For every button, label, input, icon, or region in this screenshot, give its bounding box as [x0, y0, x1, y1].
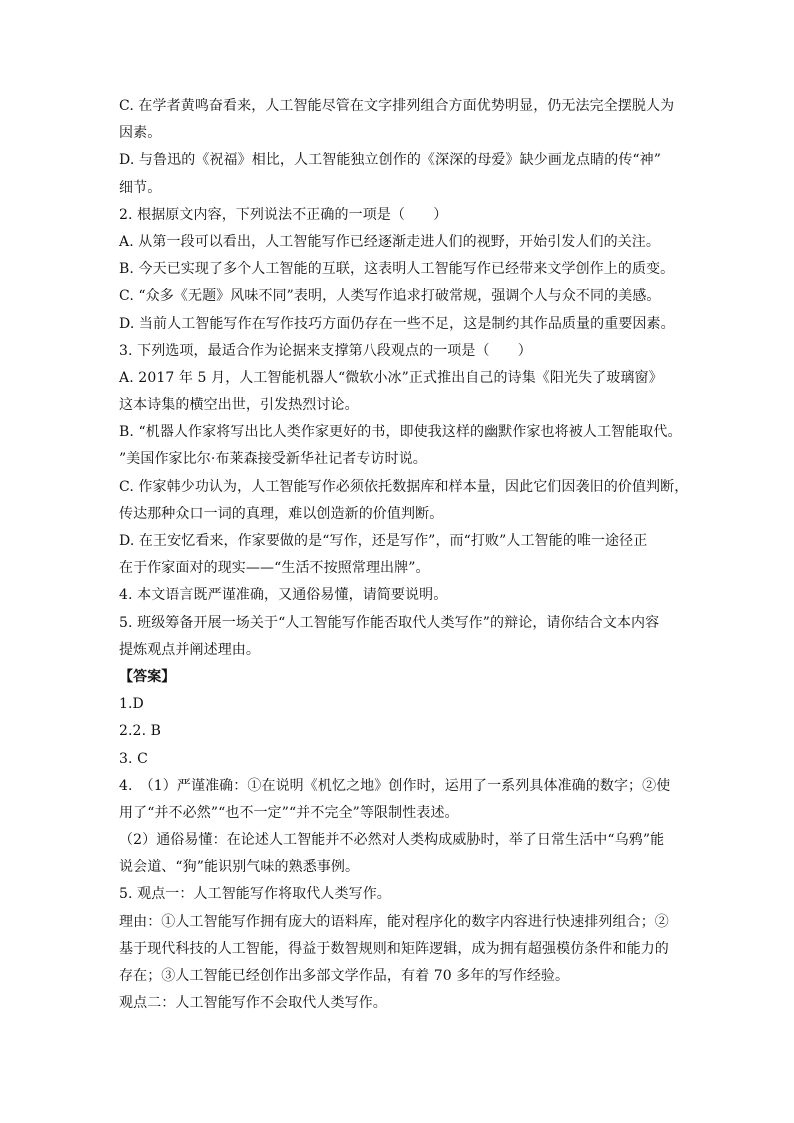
question-2-option-d: D. 当前人工智能写作在写作技巧方面仍存在一些不足，这是制约其作品质量的重要因素。 — [119, 315, 675, 332]
answer-4-line-4: 说会道、“狗”能识别气味的熟悉事例。 — [119, 859, 360, 876]
answer-4-line-1: 4. （1）严谨准确：①在说明《机忆之地》创作时，运用了一系列具体准确的数字；②使 — [119, 777, 671, 794]
question-3-option-d-line-1: D. 在王安忆看来，作家要做的是“写作，还是写作”，而“打败”人工智能的唯一途径正 — [119, 533, 648, 549]
answer-4-line-3: （2）通俗易懂：在论述人工智能并不必然对人类构成威胁时，举了日常生活中“乌鸦”能 — [119, 832, 665, 849]
answer-1: 1.D — [119, 696, 144, 713]
question-3-option-d-line-2: 在于作家面对的现实——“生活不按照常理出牌”。 — [119, 560, 430, 577]
question-2-option-b: B. 今天已实现了多个人工智能的互联，这表明人工智能写作已经带来文学创作上的质变。 — [119, 261, 675, 278]
answer-4-line-2: 用了“并不必然”“也不一定”“并不完全”等限制性表述。 — [119, 804, 459, 821]
question-2-stem: 2. 根据原文内容，下列说法不正确的一项是（ ） — [119, 206, 448, 223]
question-4-stem: 4. 本文语言既严谨准确，又通俗易懂，请简要说明。 — [119, 587, 448, 604]
question-2-option-c: C. “众多《无题》风味不同”表明，人类写作追求打破常规，强调个人与众不同的美感。 — [119, 288, 661, 305]
document-page — [119, 93, 689, 1017]
question-3-option-c-line-2: 传达那种众口一词的真理，难以创造新的价值判断。 — [119, 505, 444, 522]
option-c-q1-line-1: C. 在学者黄鸣奋看来，人工智能尽管在文字排列组合方面优势明显，仍无法完全摆脱人为 — [119, 98, 675, 114]
question-3-option-b-line-2: ”美国作家比尔·布莱森接受新华社记者专访时说。 — [119, 451, 427, 468]
option-d-q1-line-1: D. 与鲁迅的《祝福》相比，人工智能独立创作的《深深的母爱》缺少画龙点睛的传“神” — [119, 152, 662, 169]
question-3-option-b-line-1: B. “机器人作家将写出比人类作家更好的书，即使我这样的幽默作家也将被人工智能取代。 — [119, 424, 682, 441]
question-5-stem-line-2: 提炼观点并阐述理由。 — [119, 641, 260, 658]
answer-3: 3. C — [119, 750, 148, 767]
question-3-option-a-line-2: 这本诗集的横空出世，引发热烈讨论。 — [119, 397, 359, 414]
question-5-stem-line-1: 5. 班级筹备开展一场关于“人工智能写作能否取代人类写作”的辩论，请你结合文本内容 — [119, 614, 660, 631]
option-d-q1-line-2: 细节。 — [119, 179, 162, 196]
question-3-option-c-line-1: C. 作家韩少功认为，人工智能写作必须依托数据库和样本量，因此它们因袭旧的价值判断， — [119, 478, 689, 495]
answer-5-viewpoint-2: 观点二：人工智能写作不会取代人类写作。 — [119, 995, 387, 1012]
answer-5-reason-line-3: 存在；③人工智能已经创作出多部文学作品，有着 70 多年的写作经验。 — [119, 968, 570, 984]
option-c-q1-line-2: 因素。 — [119, 125, 162, 142]
answer-5-viewpoint-1: 5. 观点一：人工智能写作将取代人类写作。 — [119, 886, 391, 903]
answer-2: 2.2. B — [119, 723, 162, 740]
question-3-option-a-line-1: A. 2017 年 5 月，人工智能机器人“微软小冰”正式推出自己的诗集《阳光失了玻璃窗》 — [119, 369, 663, 386]
answer-5-reason-line-1: 理由：①人工智能写作拥有庞大的语料库，能对程序化的数字内容进行快速排列组合；② — [119, 913, 669, 930]
answer-heading: 【答案】 — [119, 668, 176, 685]
question-3-stem: 3. 下列选项，最适合作为论据来支撑第八段观点的一项是（ ） — [119, 342, 532, 359]
answer-5-reason-line-2: 基于现代科技的人工智能，得益于数智规则和矩阵逻辑，成为拥有超强模仿条件和能力的 — [119, 940, 669, 957]
question-2-option-a: A. 从第一段可以看出，人工智能写作已经逐渐走进人们的视野，开始引发人们的关注。 — [119, 233, 661, 250]
